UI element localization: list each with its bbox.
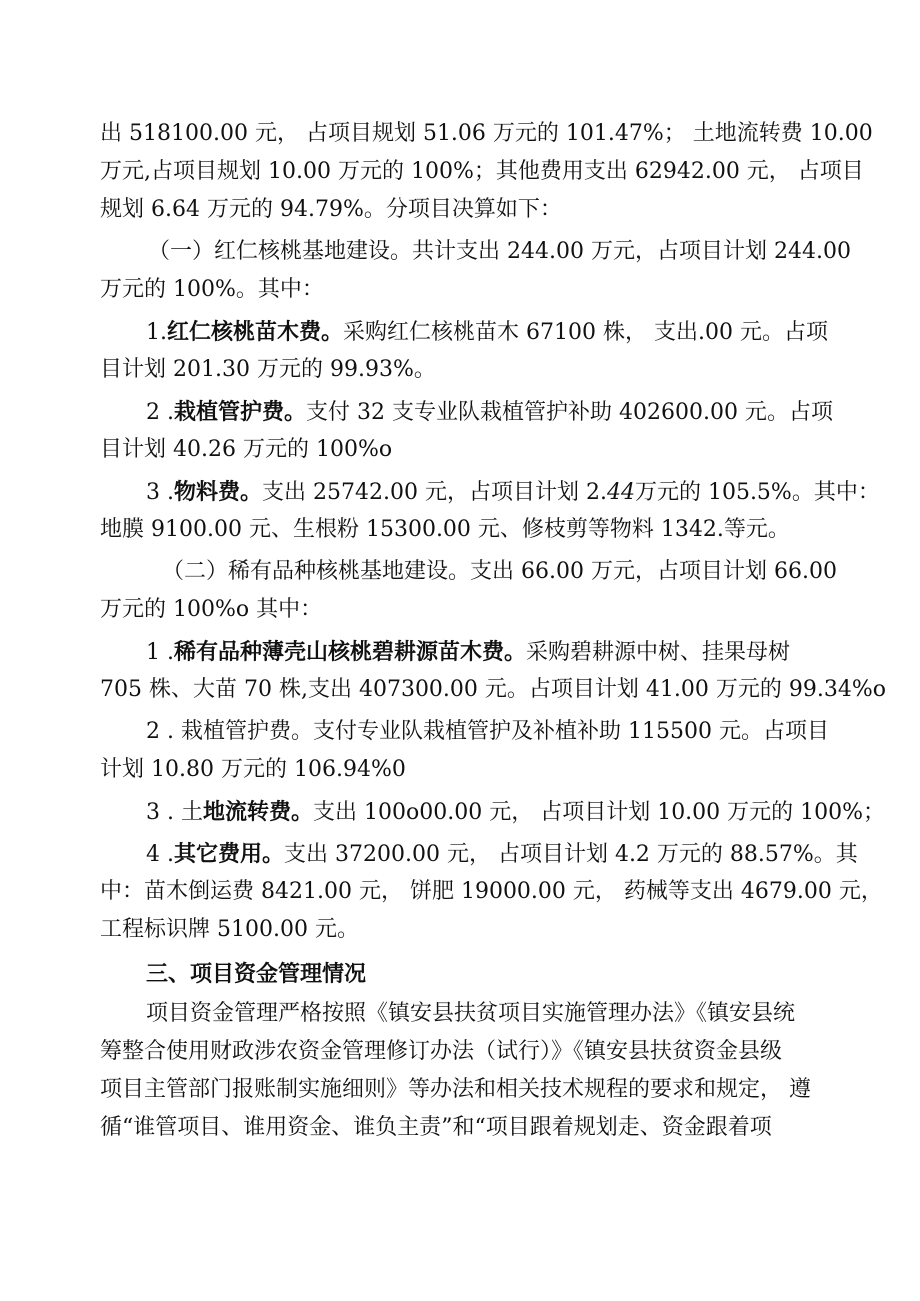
list-item: 1 .稀有品种薄壳山核桃碧耕源苗木费。采购碧耕源中树、挂果母树	[146, 639, 791, 665]
section-heading-1: （一）红仁核桃基地建设。共计支出 244.00 万元，占项目计划 244.00	[148, 239, 851, 264]
item-title: 物料费。	[173, 479, 262, 505]
list-item: 2 .栽植管护费。支付 32 支专业队栽植管护补助 402600.00 元。占项	[146, 399, 833, 425]
item-title: 其它费用。	[173, 841, 284, 867]
paragraph-line: 计划 10.80 万元的 106.94%0	[100, 757, 406, 782]
list-item: 3 . 土地流转费。支出 100o00.00 元， 占项目计划 10.00 万元的 100%；	[146, 799, 886, 825]
paragraph-line: 705 株、大苗 70 株,支出 407300.00 元。占项目计划 41.00 万元的 99.34%o	[100, 677, 887, 702]
paragraph-line: 规划 6.64 万元的 94.79%。分项目决算如下：	[100, 197, 562, 222]
item-title: 地流转费。	[202, 799, 313, 825]
paragraph-line: 出 518100.00 元， 占项目规划 51.06 万元的 101.47%； 土地流转费 10.00	[100, 121, 873, 146]
item-title: 稀有品种薄壳山核桃碧耕源苗木费。	[173, 639, 526, 665]
paragraph-line: 万元的 100%o 其中：	[100, 597, 323, 622]
paragraph-line: 中：苗木倒运费 8421.00 元， 饼肥 19000.00 元， 药械等支出 4679.00 元，	[100, 879, 883, 904]
list-item: 1.红仁核桃苗木费。采购红仁核桃苗木 67100 株， 支出.00 元。占项	[146, 319, 828, 345]
paragraph-line: 循“谁管项目、谁用资金、谁负主责”和“项目跟着规划走、资金跟着项	[100, 1115, 772, 1140]
item-title: 红仁核桃苗木费。	[167, 319, 344, 345]
list-item: 2 . 栽植管护费。支付专业队栽植管护及补植补助 115500 元。占项目	[146, 719, 829, 744]
paragraph-line: 项目主管部门报账制实施细则》等办法和相关技术规程的要求和规定， 遵	[100, 1077, 811, 1102]
section-heading-2: （二）稀有品种核桃基地建设。支出 66.00 万元，占项目计划 66.00	[162, 559, 837, 584]
paragraph-line: 目计划 201.30 万元的 99.93%。	[100, 357, 436, 382]
section-heading-3: 三、项目资金管理情况	[146, 961, 367, 987]
paragraph-line: 筹整合使用财政涉农资金管理修订办法（试行）》《镇安县扶贫资金县级	[100, 1039, 783, 1064]
paragraph-line: 目计划 40.26 万元的 100%o	[100, 437, 393, 462]
paragraph-line: 工程标识牌 5100.00 元。	[100, 917, 359, 942]
paragraph-line: 地膜 9100.00 元、生根粉 15300.00 元、修枝剪等物料 1342.等元。	[100, 517, 790, 542]
item-title: 栽植管护费。	[173, 399, 306, 425]
list-item: 3 .物料费。支出 25742.00 元，占项目计划 2.44万元的 105.5%。其中：	[146, 479, 880, 505]
paragraph-line: 万元,占项目规划 10.00 万元的 100%；其他费用支出 62942.00 元， 占项目	[100, 159, 864, 184]
paragraph-line: 项目资金管理严格按照《镇安县扶贫项目实施管理办法》《镇安县统	[146, 1001, 796, 1026]
paragraph-line: 万元的 100%。其中：	[100, 277, 324, 302]
list-item: 4 .其它费用。支出 37200.00 元， 占项目计划 4.2 万元的 88.57%。其	[146, 841, 858, 867]
